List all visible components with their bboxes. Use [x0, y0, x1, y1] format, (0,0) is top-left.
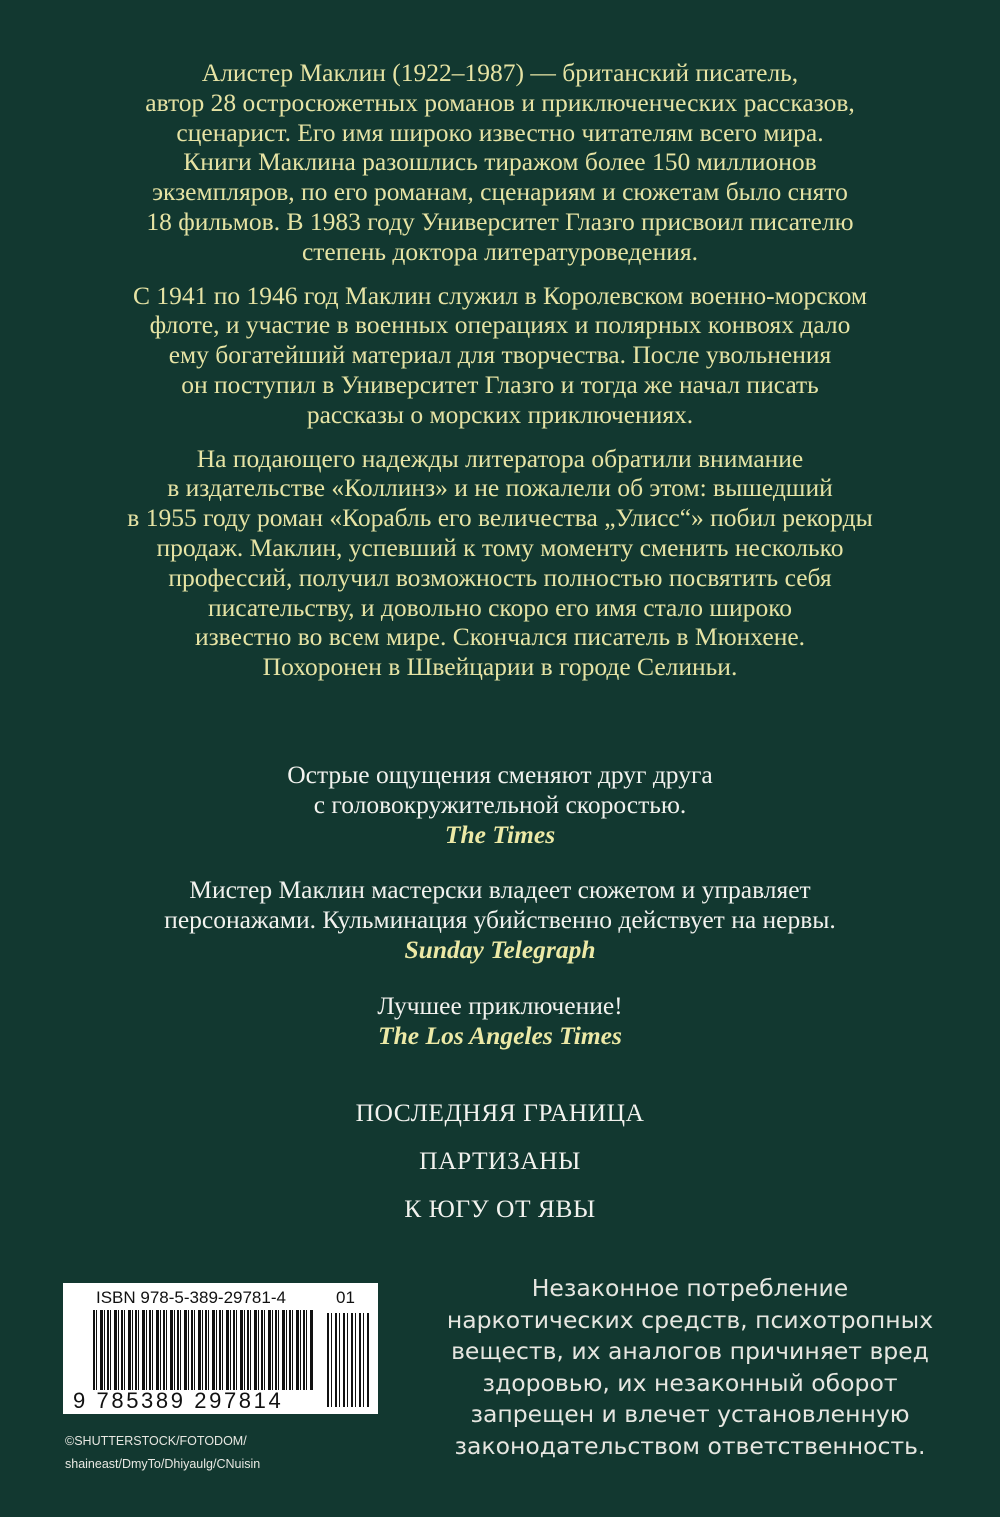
bio-paragraph-1 [90, 58, 910, 267]
bio-line: степень доктора литературоведения. [301, 236, 699, 266]
bio-line: Книги Маклина разошлись тиражом более 150 миллионов [183, 147, 817, 177]
barcode-digits: 9 785389 297814 [73, 1388, 284, 1413]
book-title: ПОСЛЕДНЯЯ ГРАНИЦА [355, 1098, 645, 1127]
barcode-bars [93, 1310, 313, 1390]
warning-line: наркотических средств, психотропных [446, 1305, 934, 1334]
bio-line: в издательстве «Коллинз» и не пожалели об этом: вышедший [167, 473, 833, 503]
bio-paragraph-2 [90, 281, 910, 430]
photo-credit: ©SHUTTERSTOCK/FOTODOM/ [65, 1434, 247, 1448]
quote-line: Лучшее приключение! [377, 990, 623, 1020]
photo-credit: shaineast/DmyTo/Dhiyaulg/CNuisin [65, 1457, 261, 1471]
bio-line: писательству, и довольно скоро его имя стало широко [207, 592, 793, 622]
bio-line: известно во всем мире. Скончался писатель в Мюнхене. [194, 622, 806, 652]
warning-line: Незаконное потребление [531, 1274, 849, 1302]
warning-line: веществ, их аналогов причиняет вред [451, 1337, 929, 1365]
quote-sunday-telegraph [100, 875, 900, 964]
quote-la-times [100, 991, 900, 1051]
quote-source: The Times [444, 819, 556, 849]
bio-line: С 1941 по 1946 год Маклин служил в Королевском военно-морском [132, 280, 868, 310]
author-bio [90, 58, 910, 696]
warning-line: запрещен и влечет установленную [470, 1400, 910, 1428]
bio-paragraph-3 [90, 444, 910, 682]
press-quotes [100, 760, 900, 1076]
bio-line: рассказы о морских приключениях. [306, 399, 694, 429]
quote-line: персонажами. Кульминация убийственно действует на нервы. [164, 905, 836, 935]
bio-line: 18 фильмов. В 1983 году Университет Глазго присвоил писателю [146, 206, 854, 236]
bio-line: На подающего надежды литератора обратили внимание [196, 443, 804, 473]
legal-warning [430, 1273, 950, 1462]
bio-line: флоте, и участие в военных операциях и полярных конвоях дало [149, 310, 851, 340]
bio-line: продаж. Маклин, успевший к тому моменту сменить несколько [156, 532, 844, 562]
bio-line: в 1955 году роман «Корабль его величества „Улисс“» побил рекорды [127, 503, 873, 533]
quote-source: The Los Angeles Times [378, 1020, 622, 1050]
barcode-addon-bars [327, 1313, 371, 1407]
quote-source: Sunday Telegraph [404, 934, 596, 964]
bio-line: профессий, получил возможность полностью посвятить себя [168, 562, 832, 592]
book-title: ПАРТИЗАНЫ [419, 1146, 581, 1175]
warning-line: здоровью, их незаконный оборот [482, 1368, 898, 1397]
quote-times [100, 760, 900, 849]
quote-line: Острые ощущения сменяют друг друга [287, 760, 713, 789]
bio-line: Похоронен в Швейцарии в городе Селиньи. [262, 652, 738, 682]
bio-line: сценарист. Его имя широко известно читателям всего мира. [176, 117, 824, 147]
quote-line: Мистер Маклин мастерски владеет сюжетом и управляет [189, 875, 811, 905]
bio-line: Алистер Маклин (1922–1987) — британский писатель, [201, 58, 799, 87]
warning-line: законодательством ответственность. [454, 1431, 926, 1460]
quote-line: с головокружительной скоростью. [313, 789, 687, 819]
book-titles [200, 1098, 800, 1242]
bio-line: ему богатейший материал для творчества. После увольнения [168, 340, 832, 370]
bio-line: он поступил в Университет Глазго и тогда же начал писать [181, 369, 819, 399]
barcode-addon-code: 01 [336, 1288, 355, 1307]
isbn-text: ISBN 978-5-389-29781-4 [96, 1288, 286, 1307]
book-title: К ЮГУ ОТ ЯВЫ [404, 1194, 596, 1223]
bio-line: экземпляров, по его романам, сценариям и сюжетам было снято [152, 177, 848, 207]
isbn-barcode [63, 1283, 378, 1414]
bio-line: автор 28 остросюжетных романов и приключенческих рассказов, [145, 87, 855, 117]
